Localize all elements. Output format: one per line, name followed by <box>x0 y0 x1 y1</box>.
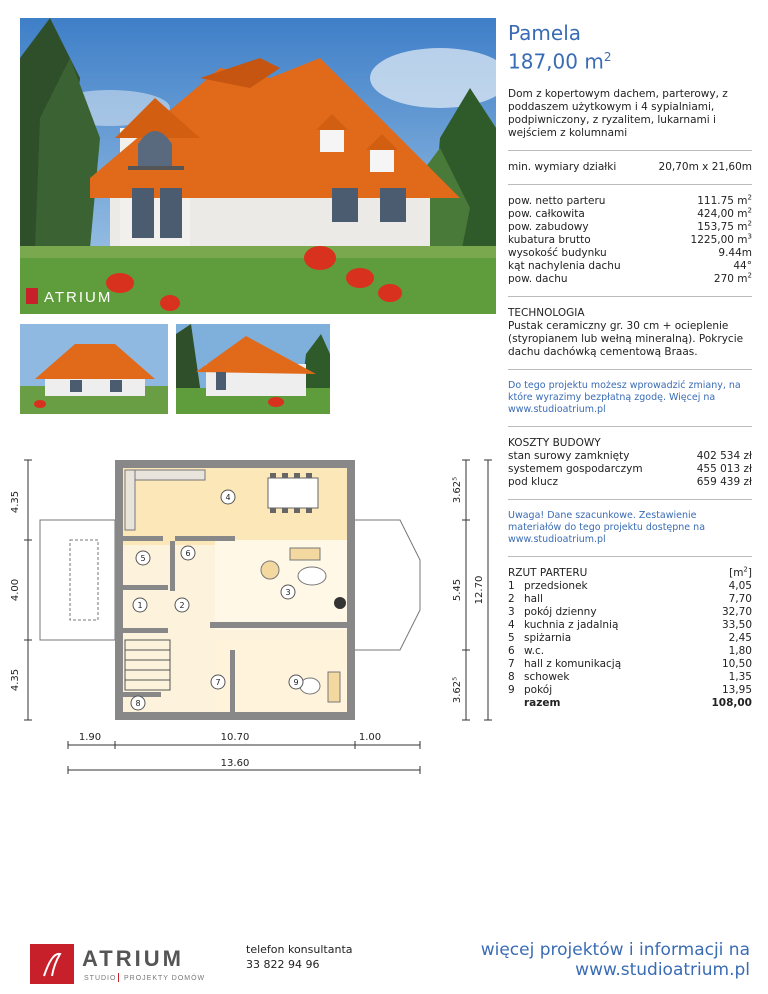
project-info-column <box>508 22 752 710</box>
room-number-9: 9 <box>293 678 299 687</box>
costs-note[interactable]: Uwaga! Dane szacunkowe. Zestawienie materiałów do tego projektu dostępne na www.studioatrium.pl <box>508 509 706 545</box>
parameter-row: kąt nachylenia dachu 44° <box>508 259 752 272</box>
technology-heading: TECHNOLOGIA <box>508 306 585 319</box>
cost-row: pod klucz 659 439 zł <box>508 475 752 488</box>
rooms-total-row: razem 108,00 <box>524 696 752 709</box>
room-number-6: 6 <box>185 549 191 558</box>
more-info-link[interactable]: więcej projektów i informacji na www.studioatrium.pl <box>480 940 750 980</box>
contact-label: telefon konsultanta <box>246 943 353 956</box>
parameter-row: kubatura brutto 1225,00 $m^3$ <box>508 232 752 246</box>
rooms-list <box>508 580 752 697</box>
changes-note[interactable]: Do tego projektu możesz wprowadzić zmiany, na które wyrazimy bezpłatną zgodę. Więcej na www.studioatrium.pl <box>508 379 741 415</box>
contact-block <box>246 942 353 972</box>
room-row: 2 hall 7,70 <box>508 592 752 605</box>
plot-size-row: min. wymiary działki 20,70m x 21,60m <box>508 160 752 173</box>
costs-list <box>508 450 752 489</box>
dim-right-3: 3.62⁵ <box>452 676 463 704</box>
room-number-2: 2 <box>179 601 185 610</box>
room-row: 7 hall z komunikacją 10,50 <box>508 657 752 670</box>
dim-bottom-total: 13.60 <box>220 758 250 769</box>
room-row: 1 przedsionek 4,05 <box>508 579 752 592</box>
cost-row: stan surowy zamknięty 402 534 zł <box>508 449 752 462</box>
project-area: 187,00 $m^2$ <box>508 49 612 74</box>
photo-logo: ATRIUM <box>44 289 113 306</box>
project-description: Dom z kopertowym dachem, parterowy, z poddaszem użytkowym i 4 sypialniami, podpiwniczony, z ryzalitem, lukarnami i wejściem z kolumnami <box>508 87 728 139</box>
parameter-row: pow. zabudowy 153,75 $m^2$ <box>508 219 752 233</box>
project-name: Pamela <box>508 21 582 45</box>
house-thumbnail-front[interactable] <box>20 324 168 414</box>
dim-right-1: 3.62⁵ <box>452 476 463 504</box>
room-number-7: 7 <box>215 678 221 687</box>
dim-right-total: 12.70 <box>474 575 485 605</box>
dim-left-1: 4.35 <box>10 490 21 514</box>
dim-bottom-2: 10.70 <box>220 732 250 743</box>
svg-text:PROJEKTY DOMÓW: PROJEKTY DOMÓW <box>124 975 206 982</box>
technology-text: Pustak ceramiczny gr. 30 cm + ocieplenie (styropianem lub wełną mineralną). Pokrycie dachu dachówką cementową Braas. <box>508 319 744 358</box>
parameter-row: pow. dachu 270 $m^2$ <box>508 271 752 285</box>
rooms-heading-row: RZUT PARTERU $[m^2]$ <box>508 565 752 579</box>
phone-number[interactable]: 33 822 94 96 <box>246 958 320 971</box>
room-row: 9 pokój 13,95 <box>508 683 752 696</box>
svg-text:STUDIO: STUDIO <box>84 975 117 982</box>
house-main-image <box>20 18 496 314</box>
dim-right-2: 5.45 <box>452 578 463 602</box>
dim-left-3: 4.35 <box>10 668 21 692</box>
parameter-row: wysokość budynku 9.44m <box>508 246 752 259</box>
costs-heading: KOSZTY BUDOWY <box>508 436 601 449</box>
room-number-3: 3 <box>285 588 291 597</box>
room-row: 4 kuchnia z jadalnią 33,50 <box>508 618 752 631</box>
dim-left-2: 4.00 <box>10 578 21 602</box>
dim-bottom-3: 1.00 <box>358 732 382 743</box>
parameter-row: pow. całkowita 424,00 $m^2$ <box>508 206 752 220</box>
atrium-logo[interactable] <box>30 944 230 988</box>
house-thumbnail-side[interactable] <box>176 324 330 414</box>
room-number-5: 5 <box>140 554 146 563</box>
room-number-4: 4 <box>225 493 231 502</box>
dim-bottom-1: 1.90 <box>78 732 102 743</box>
room-number-8: 8 <box>135 699 141 708</box>
parameter-row: pow. netto parteru 111.75 $m^2$ <box>508 193 752 207</box>
svg-text:ATRIUM: ATRIUM <box>82 946 184 971</box>
ground-floor-plan <box>0 440 500 780</box>
cost-row: systemem gospodarczym 455 013 zł <box>508 462 752 475</box>
room-row: 5 spiżarnia 2,45 <box>508 631 752 644</box>
room-row: 6 w.c. 1,80 <box>508 644 752 657</box>
room-number-1: 1 <box>137 601 143 610</box>
room-row: 3 pokój dzienny 32,70 <box>508 605 752 618</box>
parameters-list <box>508 195 752 286</box>
room-row: 8 schowek 1,35 <box>508 670 752 683</box>
